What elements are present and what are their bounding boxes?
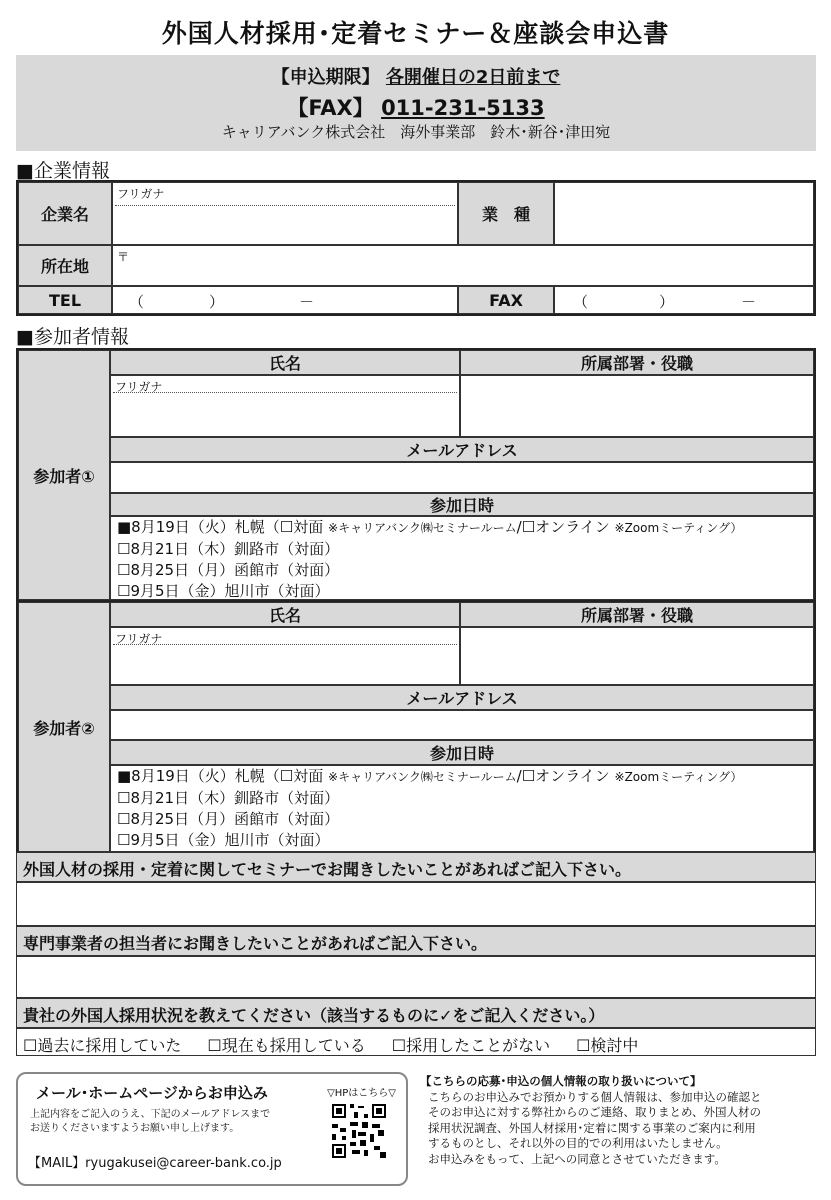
participant-2-dept-field[interactable]	[460, 627, 814, 685]
tel-field[interactable]	[112, 286, 458, 314]
dept-header: 所属部署・役職	[460, 350, 814, 375]
participant-2-email-field[interactable]	[110, 710, 814, 740]
privacy-notice	[420, 1074, 820, 1167]
deadline-line	[16, 63, 816, 89]
recipient: キャリアバンク株式会社 海外事業部 鈴木･新谷･津田宛	[221, 123, 611, 141]
hiring-status-options	[16, 1028, 816, 1056]
address-field[interactable]	[112, 245, 814, 286]
furigana-label: フリガナ	[117, 187, 165, 201]
participant-2-date-options	[110, 765, 814, 852]
option-never-hired[interactable]: ☐採用したことがない	[391, 1036, 551, 1055]
name-header: 氏名	[110, 350, 460, 375]
dept-header: 所属部署・役職	[460, 602, 814, 627]
option-currently-hiring[interactable]: ☐現在も採用している	[207, 1036, 366, 1055]
hp-label: ▽HPはこちら▽	[327, 1088, 396, 1099]
participant-2-name-field[interactable]	[110, 627, 460, 685]
date-list	[117, 517, 742, 602]
mail-application-box	[16, 1072, 408, 1186]
industry-label: 業 種	[458, 182, 554, 245]
question-1-answer[interactable]	[16, 882, 816, 926]
company-name-label: 企業名	[18, 182, 112, 245]
furigana-label: フリガナ	[115, 632, 163, 646]
participant-section-title: ■参加者情報	[16, 326, 129, 348]
email-header: メールアドレス	[110, 685, 814, 710]
deadline-label: 【申込期限】	[271, 67, 380, 88]
name-header: 氏名	[110, 602, 460, 627]
participant-1-block	[16, 348, 816, 602]
email-header: メールアドレス	[110, 437, 814, 462]
tel-paren-close: ）	[209, 293, 225, 311]
company-section-title: ■企業情報	[16, 160, 110, 182]
furigana-divider	[113, 644, 457, 645]
date-option-asahikawa[interactable]: ☐9月5日（金）旭川市（対面）	[117, 831, 330, 849]
fax-paren-close: ）	[659, 293, 675, 311]
date-header: 参加日時	[110, 493, 814, 516]
info-band	[16, 55, 816, 151]
privacy-body: こちらのお申込みでお預かりする個人情報は、参加申込の確認と そのお申込に対する弊社からのご連絡、取りまとめ、外国人材の 採用状況調査、外国人材採用･定着に関する事業のご案内に利用 するものとし、それ以外の目的での利用はいたしません。 お申込みをもって、上記への同意とさせていただきます。	[428, 1089, 762, 1166]
fax-header-label: 【FAX】	[287, 96, 374, 120]
company-table	[16, 180, 816, 316]
date-option-asahikawa[interactable]: ☐9月5日（金）旭川市（対面）	[117, 582, 330, 600]
address-label: 所在地	[18, 245, 112, 286]
participant-2-label: 参加者②	[18, 602, 110, 852]
question-3-label: 貴社の外国人採用状況を教えてください（該当するものに✓をご記入ください。）	[16, 998, 816, 1028]
date-option-sapporo[interactable]: ■8月19日（火）札幌（☐対面 ※キャリアバンク㈱セミナールーム/☐オンライン ※Zoomミーティング）	[117, 518, 743, 536]
option-considering[interactable]: ☐検討中	[576, 1036, 639, 1055]
fax-dash: －	[741, 293, 757, 311]
date-option-sapporo[interactable]: ■8月19日（火）札幌（☐対面 ※キャリアバンク㈱セミナールーム/☐オンライン ※Zoomミーティング）	[117, 767, 743, 785]
participant-1-date-options	[110, 516, 814, 600]
privacy-title: 【こちらの応募･申込の個人情報の取り扱いについて】	[420, 1074, 702, 1088]
mail-address[interactable]: 【MAIL】ryugakusei@career-bank.co.jp	[28, 1156, 282, 1171]
question-2-answer[interactable]	[16, 956, 816, 998]
industry-field[interactable]	[554, 182, 814, 245]
date-option-hakodate[interactable]: ☐8月25日（月）函館市（対面）	[117, 810, 340, 828]
postal-mark: 〒	[117, 250, 130, 264]
date-list	[117, 766, 742, 851]
fax-label: FAX	[458, 286, 554, 314]
deadline-value: 各開催日の2日前まで	[385, 67, 561, 88]
furigana-divider	[115, 205, 455, 206]
qr-code-icon[interactable]	[330, 1102, 388, 1160]
participant-2-block	[16, 600, 816, 854]
option-hired-before[interactable]: ☐過去に採用していた	[23, 1036, 182, 1055]
participant-1-dept-field[interactable]	[460, 375, 814, 437]
participant-1-name-field[interactable]	[110, 375, 460, 437]
fax-number: 011-231-5133	[381, 96, 545, 120]
mail-box-title: メール･ホームページからお申込み	[36, 1084, 268, 1102]
question-1-label: 外国人材の採用・定着に関してセミナーでお聞きしたいことがあればご記入下さい。	[16, 852, 816, 882]
question-2-label: 専門事業者の担当者にお聞きしたいことがあればご記入下さい。	[16, 926, 816, 956]
participant-1-label: 参加者①	[18, 350, 110, 600]
furigana-label: フリガナ	[115, 380, 163, 394]
date-header: 参加日時	[110, 740, 814, 765]
company-name-field[interactable]	[112, 182, 458, 245]
fax-line	[16, 92, 816, 122]
tel-label: TEL	[18, 286, 112, 314]
fax-paren-open: （	[573, 293, 589, 311]
mail-description: 上記内容をご記入のうえ、下記のメールアドレスまで お送りくださいますようお願い申し上げます。	[30, 1109, 271, 1134]
date-option-hakodate[interactable]: ☐8月25日（月）函館市（対面）	[117, 561, 340, 579]
tel-dash: －	[299, 293, 315, 311]
fax-field[interactable]	[554, 286, 814, 314]
participant-1-email-field[interactable]	[110, 462, 814, 493]
page-title: 外国人材採用･定着セミナー＆座談会申込書	[161, 19, 670, 48]
furigana-divider	[113, 392, 457, 393]
date-option-kushiro[interactable]: ☐8月21日（木）釧路市（対面）	[117, 789, 340, 807]
date-option-kushiro[interactable]: ☐8月21日（木）釧路市（対面）	[117, 540, 340, 558]
tel-paren-open: （	[129, 293, 145, 311]
